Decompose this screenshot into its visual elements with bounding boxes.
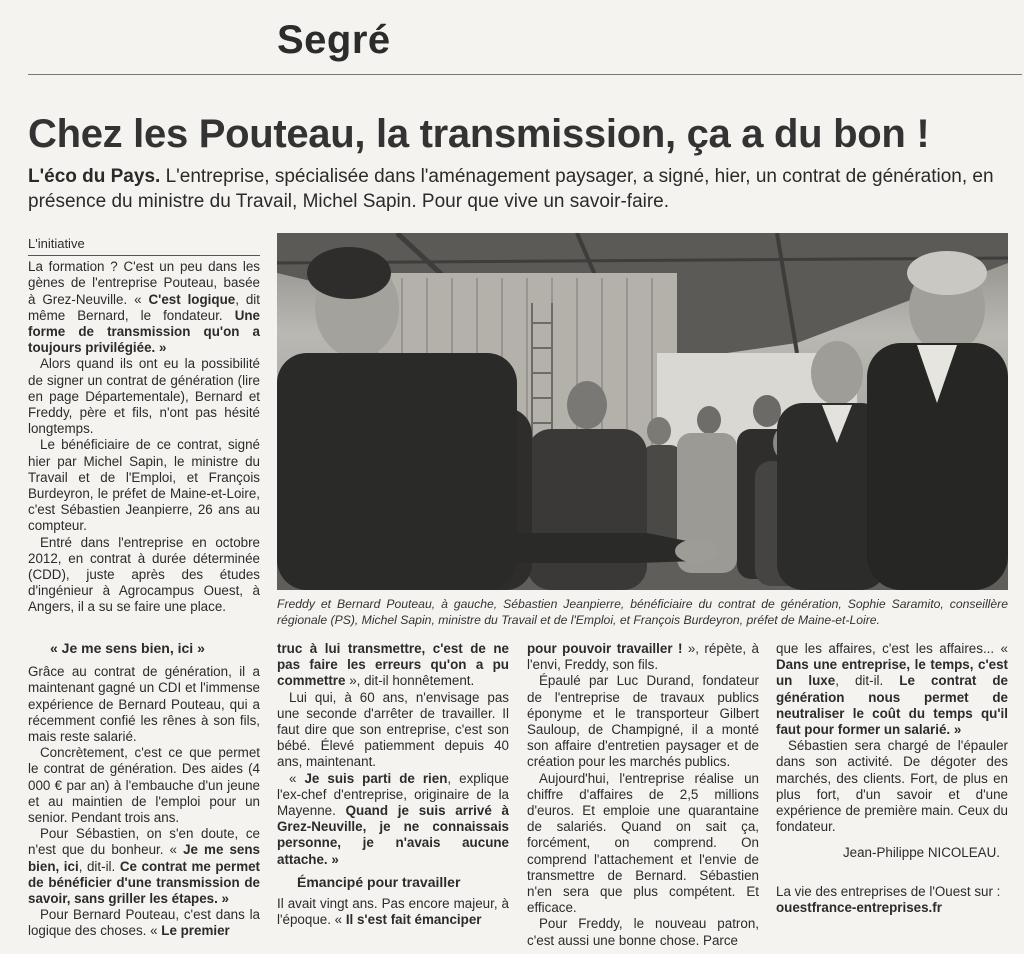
deck-text: L'entreprise, spécialisée dans l'aménagement paysager, a signé, hier, un contrat de génération, en présence du ministre du Travail, Michel Sapin. Pour que vive un savoir-faire. [28, 166, 994, 212]
col1-paragraph-3: Le bénéficiaire de ce contrat, signé hier par Michel Sapin, le ministre du Travail et de l'Emploi, et François Burdeyron, le préfet de Maine-et-Loire, c'est Sébastien Jeanpierre, 26 ans au compteur. [28, 437, 260, 534]
col3-paragraph-3: « Je suis parti de rien, explique l'ex-chef d'entreprise, originaire de la Mayenne. Quand je suis arrivé à Grez-Neuville, je ne connaissais personne, je n'avais aucune attache. » [277, 770, 509, 867]
col5-paragraph-1: que les affaires, c'est les affaires... « Dans une entreprise, le temps, c'est un luxe, dit-il. Le contrat de génération nous permet de neutraliser le coût du temps qu'il faut pour former un salarié. » [776, 641, 1008, 738]
footer-note [776, 884, 1008, 916]
col1-paragraph-2: Alors quand ils ont eu la possibilité de signer un contrat de génération (lire en page Départementale), Bernard et Freddy, père et fils, n'ont pas hésité longtemps. [28, 356, 260, 437]
col2-paragraph-3: Pour Sébastien, on s'en doute, ce n'est que du bonheur. « Je me sens bien, ici, dit-il. Ce contrat me permet de bénéficier d'une transmission de savoir, sans griller les étapes. » [28, 826, 260, 907]
col1-paragraph-4: Entré dans l'entreprise en octobre 2012, en contrat à durée déterminée (CDD), juste après des études d'ingénieur à Agrocampus Ouest, à Angers, il a su se faire une place. [28, 534, 260, 615]
photo-illustration [277, 233, 1008, 590]
subhead: Émancipé pour travailler [297, 873, 461, 890]
col2-paragraph-2: Concrètement, c'est ce que permet le contrat de génération. Des aides (4 000 € par an) à l'embauche d'un jeune et au maintien de l'emploi pour un senior. Pendant trois ans. [28, 745, 260, 826]
col3-paragraph-2: Lui qui, à 60 ans, n'envisage pas une seconde d'arrêter de travailler. Il faut dire que son entreprise, c'est son bébé. Élevé patiemment depuis 40 ans, maintenant. [277, 689, 509, 770]
col1-paragraph-1: La formation ? C'est un peu dans les gènes de l'entreprise Pouteau, basée à Grez-Neuville. « C'est logique, dit même Bernard, le fondateur. Une forme de transmission qu'on a toujours privilégiée. » [28, 259, 260, 356]
article-photo [277, 233, 1008, 590]
signature: Jean-Philippe NICOLEAU. [842, 845, 1000, 861]
photo-caption: Freddy et Bernard Pouteau, à gauche, Sébastien Jeanpierre, bénéficiaire du contrat de génération, Sophie Saramito, conseillère régionale (PS), Michel Sapin, ministre du Travail et de l'Emploi, et François Burdeyron, préfet de Maine-et-Loire. [277, 597, 1008, 627]
section-header: Segré [277, 18, 391, 62]
col4-paragraph-3: Aujourd'hui, l'entreprise réalise un chiffre d'affaires de 2,5 millions d'euros. Et emploie une quarantaine de salariés. Quand on sait ça, forcément, on comprend. On comprend l'attachement et l'envie de transmettre de Bernard. Sébastien n'en sera que plus compétent. Et efficace. [527, 770, 759, 916]
intertitle: « Je me sens bien, ici » [50, 640, 205, 656]
footer-text: La vie des entreprises de l'Ouest sur : [776, 883, 1001, 899]
col3-paragraph-1: truc à lui transmettre, c'est de ne pas faire les erreurs qu'on a pu commettre », dit-il honnêtement. [277, 641, 509, 689]
col4-paragraph-4: Pour Freddy, le nouveau patron, c'est aussi une bonne chose. Parce [527, 916, 759, 948]
column-3 [277, 641, 509, 952]
kicker: L'initiative [28, 236, 260, 256]
col5-paragraph-2: Sébastien sera chargé de l'épauler dans son activité. De dégoter des marchés, des clients. Fort, de plus en plus fort, d'un savoir et d'une expérience de première main. Ceux du fondateur. [776, 738, 1008, 835]
column-5 [776, 641, 1008, 952]
column-2 [28, 634, 260, 952]
col4-paragraph-1: pour pouvoir travailler ! », répète, à l'envi, Freddy, son fils. [527, 641, 759, 673]
footer-link[interactable]: ouestfrance-entreprises.fr [776, 899, 942, 915]
deck [28, 164, 1018, 214]
col4-paragraph-2: Épaulé par Luc Durand, fondateur de l'entreprise de travaux publics éponyme et le transporteur Gilbert Sauloup, de Champigné, il a monté son affaire d'entretien paysager et de création pour les marchés publics. [527, 673, 759, 770]
col2-paragraph-4: Pour Bernard Pouteau, c'est dans la logique des choses. « Le premier [28, 907, 260, 939]
header-rule [28, 74, 1022, 75]
column-1 [28, 236, 260, 632]
column-4 [527, 641, 759, 952]
headline: Chez les Pouteau, la transmission, ça a du bon ! [28, 112, 930, 156]
deck-lead: L'éco du Pays. [28, 166, 161, 187]
col2-paragraph-1: Grâce au contrat de génération, il a maintenant gagné un CDI et l'immense expérience de Bernard Pouteau, qui a récemment confié les rênes à son fils, mais reste salarié. [28, 664, 260, 745]
col3-paragraph-4: Il avait vingt ans. Pas encore majeur, à l'époque. « Il s'est fait émanciper [277, 896, 509, 928]
